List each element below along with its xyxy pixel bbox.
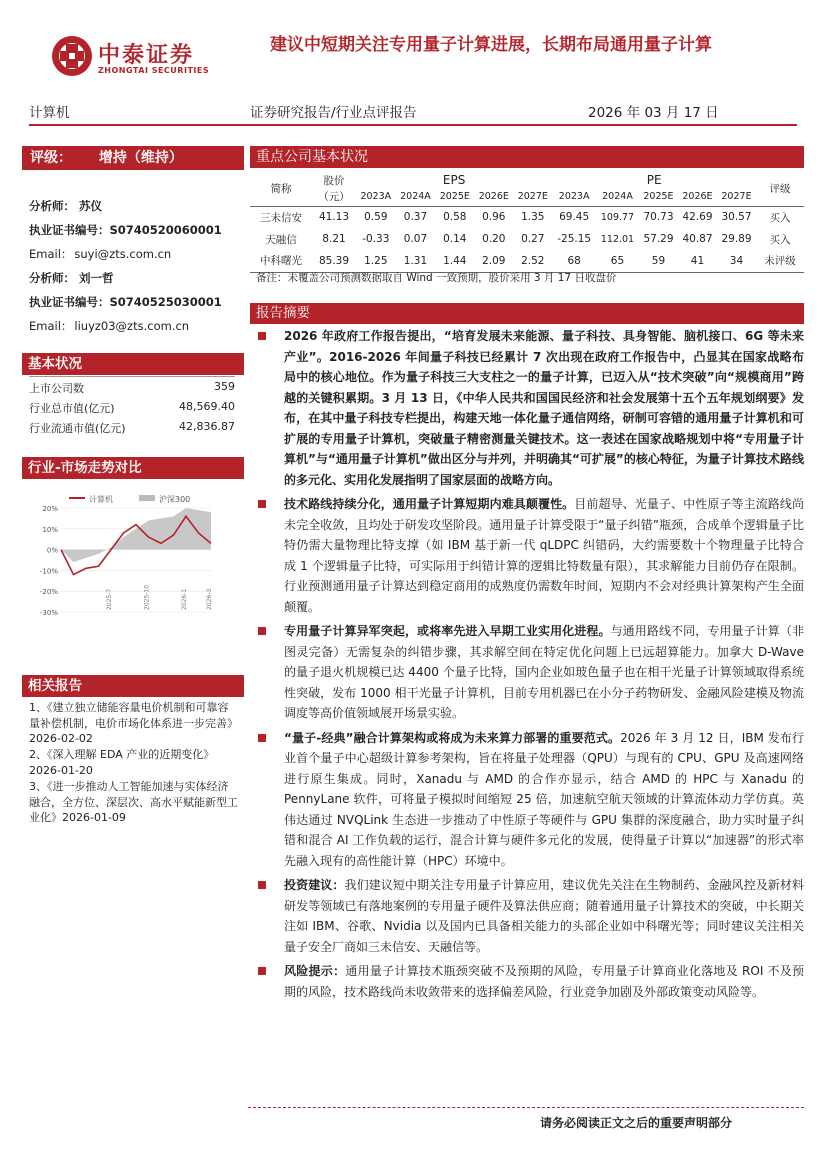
related-item-2[interactable]: 2、《深入理解 EDA 产业的近期变化》2026-01-20 [29,748,215,777]
col-header-price: 股价 [323,174,345,187]
table-note: 备注：未覆盖公司预测数据取自 Wind 一致预期，股价采用 3 月 17 日收盘价 [256,272,617,284]
bullet-icon [258,734,266,742]
series-hs300-area [61,508,211,562]
summary-bullet-policy: 2026 年政府工作报告提出，“培育发展未来能源、量子科技、具身智能、脑机接口、6G 等未来产业”。2016-2026 年间量子科技已经累计 7 次出现在政府工作报告中，凸显其在国家战略布局中的核心地位。作为量子科技三大支柱之一的量子计算，已迈入从“技术突破”向“规模商用”跨越的关键积累期。3 月 13 日，《中华人民共和国国民经济和社会发展第十五个五年规划纲要》发布，在其中量子科技专栏提出，构建天地一体化量子通信网络，研制可容错的通用量子计算机和可扩展的专用量子计算机，突破量子精密测量关键技术。这一表述在国家战略规划中将“专用量子计算机”与“通用量子计算机”做出区分与并列，并明确其“可扩展”的核心特征，为量子计算技术路线的多元化、实用化发展指明了国家层面的战略方向。 [258,326,804,490]
analyst-2-name: 分析师： 刘一哲 [29,271,114,285]
analyst-2-cert: 执业证书编号：S0740525030001 [29,295,222,309]
col-header-pe: PE [646,173,662,187]
summary-header: 报告摘要 [250,303,804,324]
basics-row-float-cap: 行业流通市值(亿元) 42,836.87 [29,420,235,435]
bullet-icon [258,967,266,975]
x-tick-label: 2025-10 [143,584,151,610]
trend-chart [29,492,219,622]
summary-bullet-risk: 风险提示：通用量子计算技术瓶颈突破不及预期的风险，专用量子计算商业化落地及 ROI 不及预期的风险，技术路线尚未收敛带来的选择偏差风险，行业竞争加剧及外部政策变动风险等。 [258,961,804,1002]
summary-bullet-special-purpose: 专用量子计算异军突起，或将率先进入早期工业实用化进程。与通用路线不同，专用量子计算（非图灵完备）无需复杂的纠错步骤，其求解空间在特定优化问题上已远超算能力。加拿大 D-Wave 的量子退火机规模已达 4400 个量子比特，国内企业如玻色量子也在相干光量子计算领域取得系统性突破，发布 1000 相干光量子计算机，目前专用机器已在小分子药物研发、金融风险建模及物流调度等高价值领域展开场景实验。 [258,621,804,724]
analyst-2-email[interactable]: Email： liuyz03@zts.com.cn [29,319,190,333]
analyst-1-name: 分析师： 苏仪 [29,199,102,213]
company-logo [50,34,94,78]
related-header: 相关报告 [22,675,244,697]
summary-body [258,326,804,1006]
basics-header: 基本状况 [22,353,244,375]
x-tick-label: 2026-1 [181,588,188,610]
company-table: 重点公司基本状况 简称 股价 EPS PE 评级 （元） 2023A 2024A 2025E 2026E 2027E 2023A 2024A 2025E 2026E 2027E 三未信安 41.13 0.59 0.37 0.58 0.96 1.35 69.45 109.77 70.73 42.69 30.57 买入 天融信 8.21 -0.33 0.07 0.14 0.20 0.27 -25.15 112.01 57.29 40.87 29.89 买入 中科曙光 85.39 1.25 1.31 1.44 2.09 2.52 68 65 59 41 34 未评级 [250,146,804,273]
rating-value: 增持（维持） [98,150,183,166]
col-header-eps: EPS [442,173,466,187]
col-header-price-unit: （元） [318,191,350,204]
y-tick-label: 0% [46,546,58,555]
table-row: 中科曙光 85.39 1.25 1.31 1.44 2.09 2.52 68 65 59 41 34 未评级 [250,250,804,272]
basics-row-total-cap: 行业总市值(亿元) 48,569.40 [29,400,235,415]
analyst-1-email[interactable]: Email： suyi@zts.com.cn [29,247,172,261]
report-title: 建议中短期关注专用量子计算进展，长期布局通用量子计算 [270,35,712,55]
y-tick-label: -10% [39,567,58,576]
report-type: 证券研究报告/行业点评报告 [250,105,417,121]
y-tick-label: 20% [42,505,58,513]
bullet-icon [258,500,266,508]
footer-divider [248,1107,804,1108]
y-tick-label: -30% [39,609,58,617]
bullet-icon [258,332,266,340]
trend-header: 行业-市场走势对比 [22,457,244,479]
col-header-name: 简称 [270,183,292,196]
rating-label: 评级： [30,150,72,166]
rating-box [22,146,244,170]
col-header-rating: 评级 [769,183,791,196]
analyst-1-cert: 执业证书编号：S0740520060001 [29,223,222,237]
related-item-1[interactable]: 1、《建立独立储能容量电价机制和可靠容量补偿机制，电价市场化体系进一步完善》2026-02-02 [29,701,238,745]
bullet-icon [258,881,266,889]
y-tick-label: -20% [39,588,58,597]
x-tick-label: 2026-3 [206,588,213,610]
bullet-icon [258,627,266,635]
summary-bullet-hybrid: “量子-经典”融合计算架构或将成为未来算力部署的重要范式。2026 年 3 月 12 日，IBM 发布行业首个量子中心超级计算参考架构，旨在将量子处理器（QPU）与现有的 CPU、GPU 及高速网络进行原生集成。同时，Xanadu 与 AMD 的合作亦显示，结合 AMD 的 HPC 与 Xanadu 的 PennyLane 软件，可将量子模拟时间缩短 25 倍，加速航空航天领域的计算流体动力学仿真。英伟达通过 NVQLink 生态进一步推动了中性原子等硬件与 GPU 集群的深度融合，助力实时量子纠错和混合 AI 工作负载的运行，混合计算与硬件多元化的发展，使得量子计算以“加速器”的形式率先融入现有的高性能计算（HPC）环境中。 [258,728,804,872]
y-tick-label: 10% [42,525,58,534]
table-row: 三未信安 41.13 0.59 0.37 0.58 0.96 1.35 69.45 109.77 70.73 42.69 30.57 买入 [250,206,804,228]
legend-label-b: 沪深300 [159,495,191,504]
header-divider [29,124,797,126]
logo-subtext: ZHONGTAI SECURITIES [98,66,210,75]
related-item-3[interactable]: 3、《进一步推动人工智能加速与实体经济融合，全方位、深层次、高水平赋能新型工业化》2026-01-09 [29,780,238,824]
summary-bullet-tech-routes: 技术路线持续分化，通用量子计算短期内难具颠覆性。目前超导、光量子、中性原子等主流路线尚未完全收敛，且均处于研发攻坚阶段。通用量子计算受限于“量子纠错”瓶颈，合成单个逻辑量子比特仍需大量物理比特支撑（如 IBM 基于新一代 qLDPC 纠错码，大约需要数十个物理量子比特合成 1 个逻辑量子比特，可实际用于纠错计算的逻辑比特数量有限），其求解能力目前仍存在限制。行业预测通用量子计算达到稳定商用的成熟度仍需数年时间，短期内不会对经典计算架构产生全面颠覆。 [258,494,804,617]
report-date: 2026 年 03 月 17 日 [588,105,719,121]
basics-row-count: 上市公司数 359 [29,380,235,395]
company-table-title: 重点公司基本状况 [250,146,804,168]
footer-disclaimer: 请务必阅读正文之后的重要声明部分 [540,1116,733,1130]
industry-label: 计算机 [29,105,70,121]
legend-label-a: 计算机 [89,495,113,504]
x-tick-label: 2025-7 [106,588,113,610]
basics-divider [29,376,235,377]
summary-bullet-investment: 投资建议：我们建议短中期关注专用量子计算应用，建议优先关注在生物制药、金融风控及新材料研发等领域已有落地案例的专用量子硬件及算法供应商；随着通用量子计算技术的突破，中长期关注如 IBM、谷歌、Nvidia 以及国内已具备相关能力的头部企业如中科曙光等；同时建议关注相关量子安全厂商如三未信安、天融信等。 [258,875,804,957]
logo-text: 中泰证券 [98,43,195,68]
legend-swatch-b [139,495,155,501]
table-row: 天融信 8.21 -0.33 0.07 0.14 0.20 0.27 -25.15 112.01 57.29 40.87 29.89 买入 [265,233,791,246]
